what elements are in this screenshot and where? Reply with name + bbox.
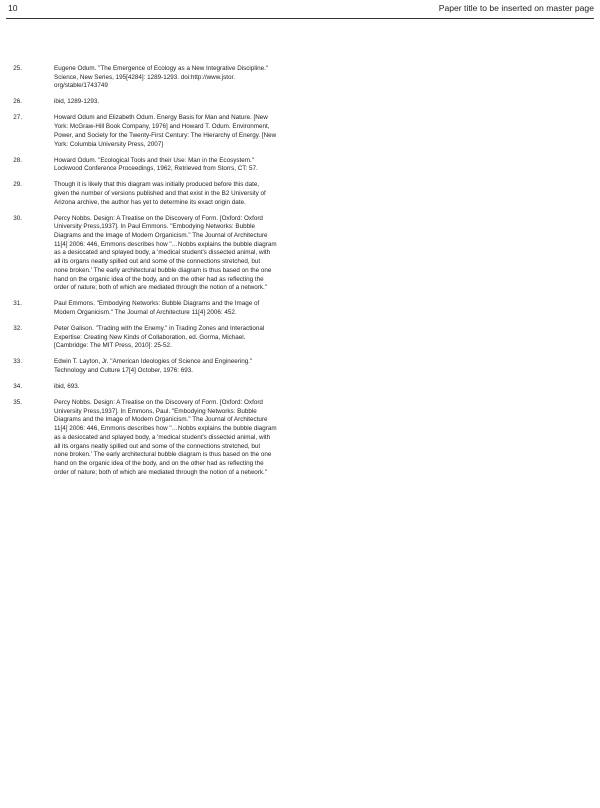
endnote-text: ibid, 693. (54, 383, 80, 391)
endnote-text: Edwin T. Layton, Jr. "American Ideologies of Science and Engineering." Technology and Culture 17[4] October, 1976: 693. (54, 358, 253, 375)
endnote-27 (6, 114, 596, 149)
endnote-33 (6, 358, 596, 375)
endnote-text: Howard Odum and Elizabeth Odum. Energy Basis for Man and Nature. [New York: McGraw-Hill Book Company, 1976] and Howard T. Odum. Environment, Power, and Society for the Twenty-First Century: The Hierarchy of Energy. [New York: Columbia University Press, 2007] (54, 114, 277, 148)
endnote-number: 29. (13, 181, 22, 189)
endnote-25 (6, 65, 596, 91)
endnote-31 (6, 300, 596, 317)
page-header (6, 0, 594, 19)
endnote-number: 28. (13, 156, 22, 164)
endnote-text: Percy Nobbs. Design: A Treatise on the Discovery of Form. [Oxford: Oxford University Press,1937]. In Emmons, Paul. "Embodying Networks: Bubble Diagrams and the Image of Modern Organicism." The Journal of Architecture 11[4] 2006: 446, Emmons describes how "…Nobbs explains the bubble diagram as a desiccated and splayed body, a 'medical student's dissected animal, with all its organs neatly spilled out and some of the connections stretched, but none broken.' The early architectural bubble diagram is thus based on the one hand on the organic idea of the body, and on the other had as reflecting the order of nature; both of which are mediated through the notion of a network." (54, 399, 277, 476)
endnote-text: ibid, 1289-1293. (54, 98, 100, 106)
endnote-number: 34. (13, 383, 22, 391)
page-number: 10 (8, 3, 18, 13)
endnote-26 (6, 98, 596, 107)
endnote-text: Peter Galison. "Trading with the Enemy." in Trading Zones and Interactional Expertise: Creating New Kinds of Collaboration, ed. Gorma, Michael. [Cambridge: The MIT Press, 2010]: 25-52. (54, 324, 265, 350)
endnote-text: Though it is likely that this diagram was initially produced before this date, given the number of versions published and that exist in the B2 University of Arizona archive, the author has yet to determine its exact origin date. (54, 181, 266, 206)
endnote-number: 32. (13, 324, 22, 332)
endnote-number: 31. (13, 300, 22, 308)
running-title: Paper title to be inserted on master page (438, 3, 594, 13)
endnote-text: Eugene Odum. "The Emergence of Ecology as a New Integrative Discipline." Science, New Series, 195[4284]: 1289-1293. doi:http://www.jstor. org/stable/1743749 (54, 65, 269, 90)
endnote-35 (6, 399, 596, 477)
endnote-30 (6, 215, 596, 293)
endnote-32 (6, 325, 596, 351)
endnote-28 (6, 157, 596, 174)
endnote-number: 30. (13, 214, 22, 222)
endnote-29 (6, 181, 596, 207)
endnotes-list (6, 65, 596, 485)
endnote-number: 35. (13, 399, 22, 407)
endnote-34 (6, 383, 596, 392)
endnote-number: 27. (13, 114, 22, 122)
endnote-text: Paul Emmons. "Embodying Networks: Bubble Diagrams and the Image of Modern Organicism." The Journal of Architecture 11[4] 2006: 452. (54, 300, 260, 316)
endnote-text: Howard Odum. "Ecological Tools and their Use: Man in the Ecosystem." Lockwood Conference Proceedings, 1962, Retrieved from Storrs, CT: 57. (54, 156, 258, 173)
endnote-number: 25. (13, 65, 22, 72)
endnote-number: 33. (13, 358, 22, 366)
endnote-text: Percy Nobbs. Design: A Treatise on the Discovery of Form. [Oxford: Oxford University Press,1937]. In Paul Emmons. "Embodying Networks: Bubble Diagrams and the Image of Modern Organicism." The Journal of Architecture 11[4] 2006: 446, Emmons describes how "…Nobbs explains the bubble diagram as a desiccated and splayed body, a 'medical student's dissected animal, with all its organs neatly spilled out and some of the connections stretched, but none broken.' The early architectural bubble diagram is thus based on the one hand on the organic idea of the body, and on the other had as reflecting the order of nature; both of which are mediated through the notion of a network." (54, 214, 277, 292)
endnote-number: 26. (13, 98, 22, 106)
